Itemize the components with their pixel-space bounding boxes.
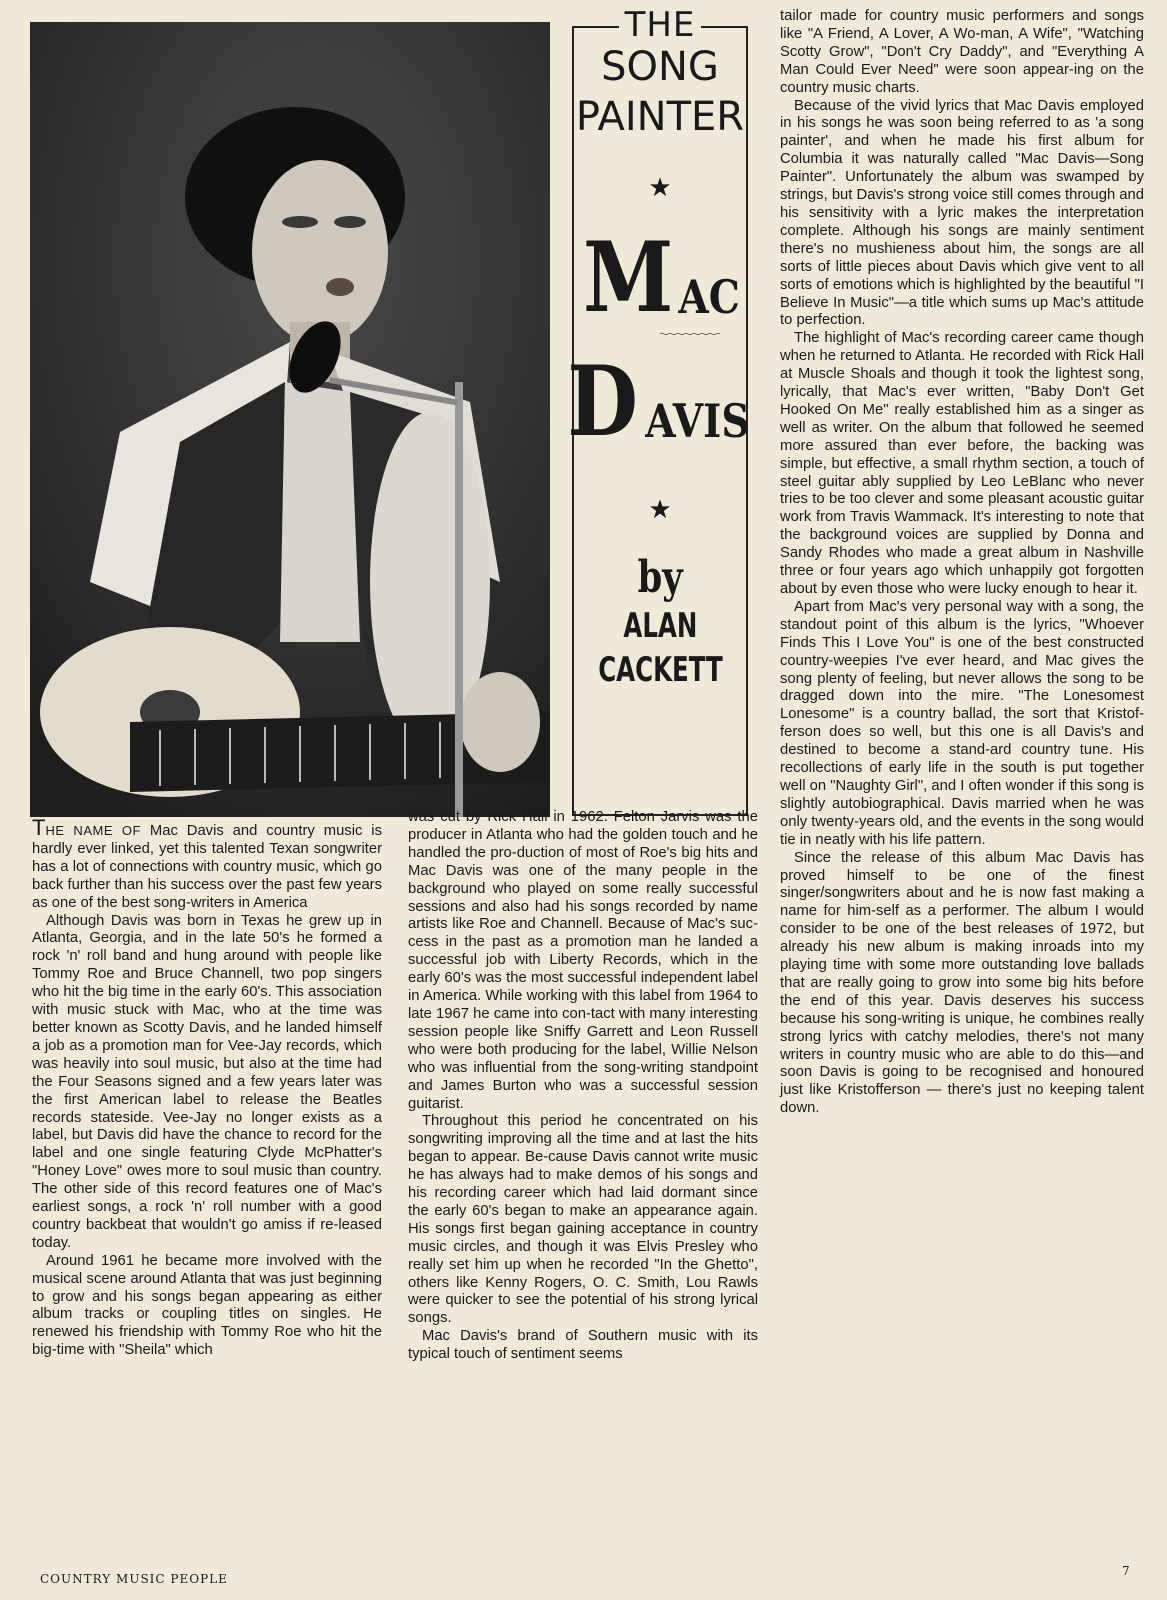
byline-by: by bbox=[637, 552, 683, 603]
title-painter: PAINTER bbox=[575, 94, 745, 140]
article-column-2 bbox=[408, 809, 758, 1364]
page-number: 7 bbox=[1122, 1564, 1130, 1578]
first-name-rest: AC bbox=[678, 270, 740, 324]
article-column-1 bbox=[32, 815, 382, 1360]
first-name-initial: M bbox=[582, 221, 673, 334]
article-paragraph: Mac Davis's brand of Southern music with its typical touch of sentiment seems bbox=[408, 1328, 758, 1363]
article-paragraph: Apart from Mac's very personal way with a song, the standout point of this album is the lyrics, "Whoever Finds This I Love You" is one of the best constructed country-weepies I've ever heard, and Mac gives the song plenty of feeling, but never allows the song to be dragged down into the mire. "The Lonesomest Lonesome" is a country ballad, the sort that Kristof-ferson does so well, but this one is all Davis's and destined to become a stand-ard country tune. His recollections of early life in the south is put together well on "Naughty Girl", and I often wonder if this song is slightly autobiographical. Davis married when he was only twenty-years old, and the events in the song would tie in neatly with his life pattern. bbox=[780, 598, 1144, 848]
article-paragraph: tailor made for country music performers and songs like "A Friend, A Lover, A Wo-man, A Wife", "Watching Scotty Grow", "Don't Cry Daddy", and "Everything A Man Could Ever Need" were soon appear-ing on the country music charts. bbox=[780, 8, 1144, 96]
article-paragraph bbox=[32, 815, 382, 913]
title-box bbox=[567, 5, 750, 816]
title-song: SONG bbox=[601, 44, 719, 90]
star-icon: ★ bbox=[648, 494, 672, 524]
article-paragraph: was cut by Rick Hall in 1962. Felton Jarvis was the producer in Atlanta who had the golden touch and he handled the pro-duction of most of Roe's big hits and Mac Davis was one of the many people in the background who played on some really successful sessions and also had his songs recorded by name artists like Roe and Channell. Because of Mac's suc-cess in the past as a promotion man he landed a successful job with Liberty Records, which in the early 60's was the most successful independent label in America. While working with this label from 1964 to late 1967 he came into con-tact with many interesting session people like Sniffy Garrett and Leon Russell who were both producing for the label, Willie Nelson who was influential from the song-writing standpoint and James Burton who was a successful session guitarist. bbox=[408, 809, 758, 1112]
article-paragraph: The highlight of Mac's recording career came though when he returned to Atlanta. He recorded with Rick Hall at Muscle Shoals and though it took the lightest song, lyrically, that Mac's ever written, "Baby Don't Get Hooked On Me" really established him as a singer as well as writer. On the album that followed he seemed more assured than ever before, the backing was simple, but effective, a small rhythm section, a touch of steel guitar ably supplied by Leo LeBlanc who never tries to be too clever and some pleasant acoustic guitar work from Travis Wammack. It's interesting to note that the background voices are supplied by Donna and Sandy Rhodes who made a great album in Nashville three or four years ago which unhappily got forgotten about by even those who were lucky enough to hear it. bbox=[780, 330, 1144, 597]
author-last-name: CACKETT bbox=[597, 650, 723, 690]
artist-first-name bbox=[575, 221, 746, 334]
author-first-name: ALAN bbox=[623, 606, 697, 646]
last-name-rest: AVIS bbox=[645, 394, 750, 448]
article-paragraph: Because of the vivid lyrics that Mac Davis employed in his songs he was soon being referred to as 'a song painter', and when he made his first album for Columbia it was naturally called "Mac Davis—Song Painter". Unfortunately the album was swamped by strings, but Davis's strong voice still comes through and his sensitivity with a lyric makes the interpretation complete. Although his songs are mainly sentiment there's no mushieness about him, the songs are all sorts of little pieces about Davis which give vent to all sorts of emotions which is highlighted by the beautiful "I Believe In Music"—a title which sums up Mac's attitude to perfection. bbox=[780, 97, 1144, 329]
article-column-3 bbox=[780, 8, 1144, 1118]
artist-photo-illustration bbox=[30, 22, 550, 817]
article-paragraph: Since the release of this album Mac Davis has proved himself to be one of the finest singer/songwriters about and he is now fast making a name for him-self as a performer. The album I would consider to be one of the best releases of 1972, but already his new album is making inroads into my playing time with some more outstanding love ballads that are really going to grow into some big hits before the end of this year. Davis deserves his success because his song-writing is unique, he combines really strong lyrics with catchy melodies, there's not many writers in country music who are able to do this—and soon Davis is going to be recognised and honoured just like Kristofferson — there's just no keeping talent down. bbox=[780, 849, 1144, 1117]
publication-name: COUNTRY MUSIC PEOPLE bbox=[40, 1572, 228, 1586]
article-paragraph: Throughout this period he concentrated on his songwriting improving all the time and at last the hits began to appear. Be-cause Davis cannot write music he has always had to make demos of his songs and his recording career which had laid dormant since the early 60's began to make an appearance again. His songs first began gaining acceptance in country music circles, and though it was Elvis Presley who really set him up when he recorded "In the Ghetto", others like Kenny Rogers, O. C. Smith, Lou Rawls were quicker to see the potential of his strong lyrical songs. bbox=[408, 1113, 758, 1327]
title-the: THE bbox=[619, 6, 702, 44]
last-name-initial: D bbox=[567, 345, 638, 458]
lead-in: HE NAME OF bbox=[45, 823, 141, 838]
article-paragraph: Around 1961 he became more involved with the musical scene around Atlanta that was just beginning to grow and his songs began appearing as either album tracks or coupling titles on singles. He renewed his friendship with Tommy Roe who hit the big-time with "Sheila" which bbox=[32, 1252, 382, 1359]
paragraph-text: Mac Davis and country music is hardly ever linked, yet this talented Texan songwriter has a lot of connections with country music, which go back further than his success over the past few years as one of the best song-writers in America bbox=[32, 823, 382, 911]
artist-photo bbox=[30, 22, 550, 817]
star-icon: ★ bbox=[648, 172, 672, 202]
article-paragraph: Although Davis was born in Texas he grew up in Atlanta, Georgia, and in the late 50's he formed a rock 'n' roll band and hung around with people like Tommy Roe and Bruce Channell, two pop singers who hit the big time in the early 60's. This association with music stuck with Mac, who at the time was better known as Scotty Davis, and he landed himself a job as a promotion man for Vee-Jay records, which was heavily into soul music, but also at the time had the Four Seasons signed and a few years later was the first American label to release the Beatles records stateside. Vee-Jay no longer exists as a label, but Davis did have the chance to record for the label and one single featuring Clyde McPhatter's "Honey Love" owes more to soul music than country. The other side of this record features one of Mac's earliest songs, a rock 'n' roll number with a good country backbeat that wouldn't go amiss if re-leased today. bbox=[32, 912, 382, 1251]
drop-cap: T bbox=[32, 815, 46, 840]
artist-last-name bbox=[561, 345, 759, 458]
